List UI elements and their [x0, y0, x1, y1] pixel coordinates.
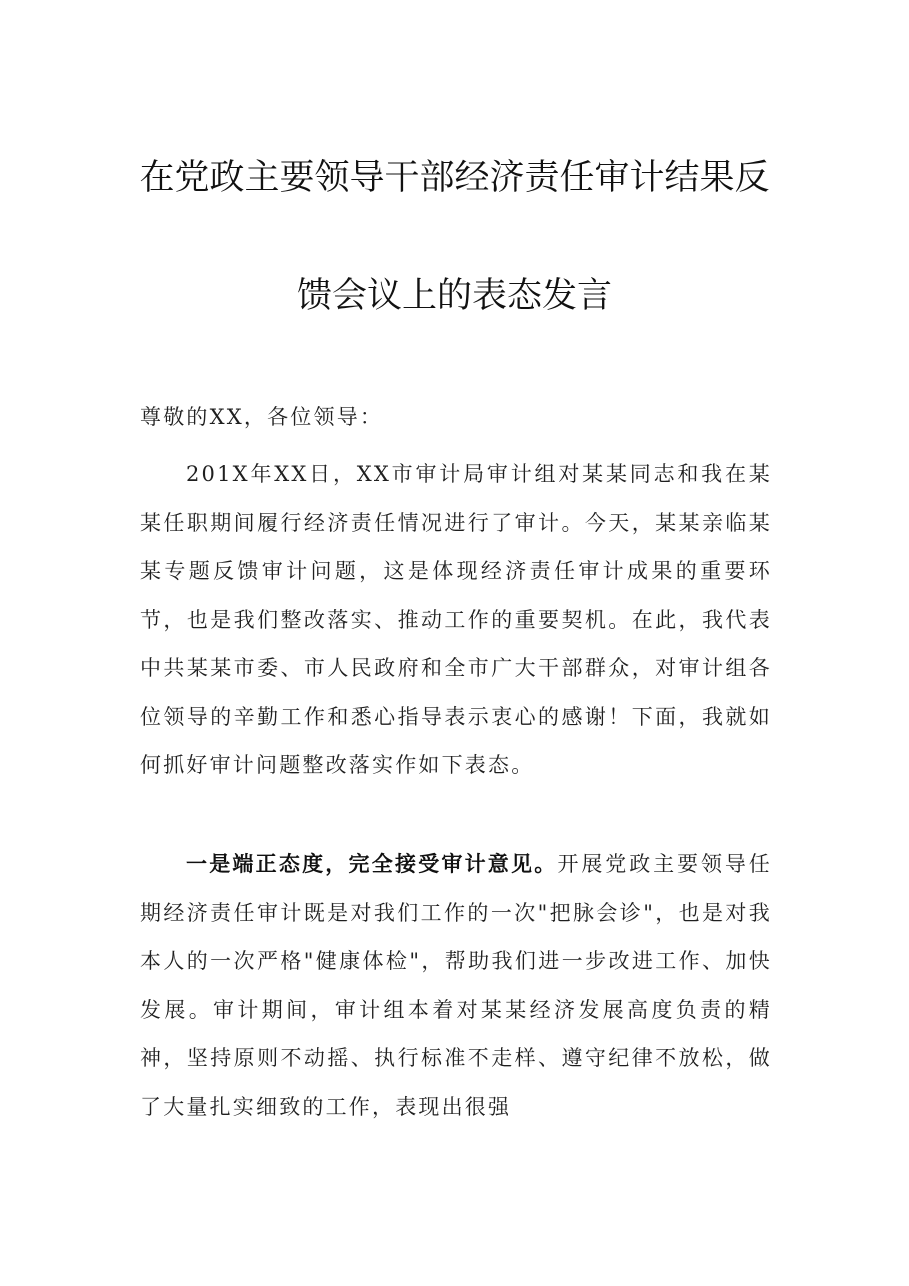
- paragraph-point-one-heading: 一是端正态度，完全接受审计意见。: [186, 852, 558, 876]
- paragraph-opening: 201X年XX日，XX市审计局审计组对某某同志和我在某某任职期间履行经济责任情况进行了审计。今天，某某亲临某某专题反馈审计问题，这是体现经济责任审计成果的重要环节，也是我们整改落实、推动工作的重要契机。在此，我代表中共某某市委、市人民政府和全市广大干部群众，对审计组各位领导的辛勤工作和悉心指导表示衷心的感谢！下面，我就如何抓好审计问题整改落实作如下表态。: [140, 462, 772, 777]
- salutation: 尊敬的XX，各位领导：: [140, 405, 384, 429]
- paragraph-point-one-body: 开展党政主要领导任期经济责任审计既是对我们工作的一次"把脉会诊"，也是对我本人的一次严格"健康体检"，帮助我们进一步改进工作、加快发展。审计期间，审计组本着对某某经济发展高度负责的精神，坚持原则不动摇、执行标准不走样、遵守纪律不放松，做了大量扎实细致的工作，表现出很强: [140, 852, 772, 1119]
- document-title-line-1: 在党政主要领导干部经济责任审计结果反: [139, 158, 770, 198]
- document-title-line-2: 馈会议上的表态发言: [296, 276, 612, 316]
- paragraph-point-one: [140, 840, 772, 1131]
